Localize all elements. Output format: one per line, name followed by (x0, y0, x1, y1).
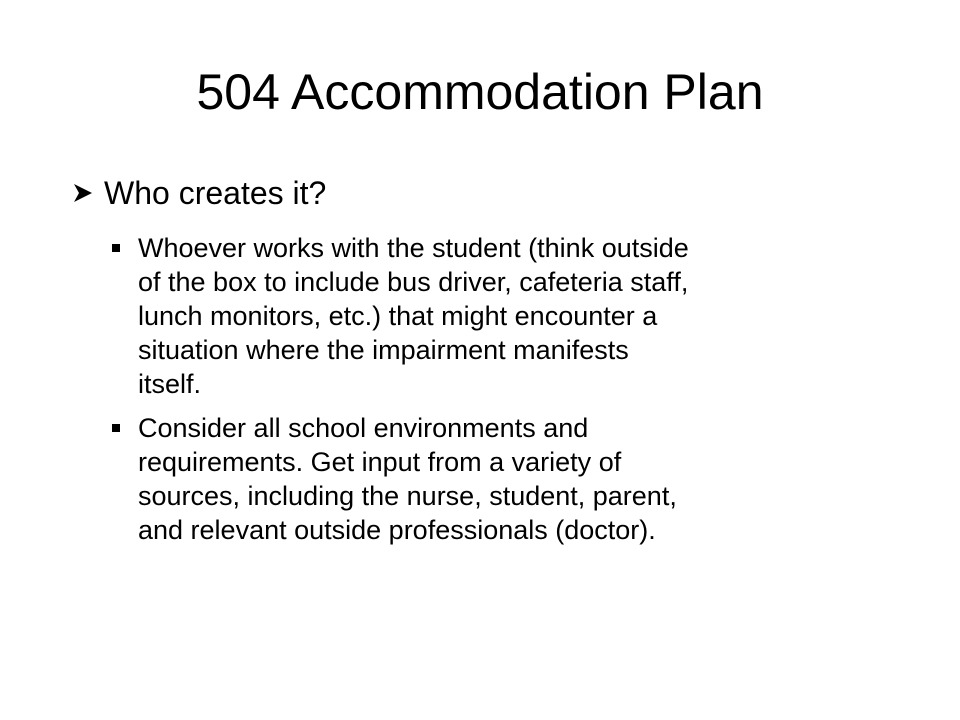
sub-bullet-item (108, 411, 908, 547)
square-bullet-icon (108, 231, 138, 265)
level1-bullet (72, 173, 912, 213)
level1-bullet-text: Who creates it? (104, 175, 327, 211)
square-bullet-icon (108, 411, 138, 445)
arrowhead-bullet-icon (72, 173, 102, 213)
sub-bullet-text: Whoever works with the student (think outside of the box to include bus driver, cafeteria staff, lunch monitors, etc.) that might encounter a situation where the impairment manifests itself. (138, 233, 689, 399)
arrowhead-bullet-icon-svg (72, 182, 94, 204)
sub-bullet-item (108, 231, 908, 401)
slide-title: 504 Accommodation Plan (196, 64, 764, 120)
sub-bullet-list (108, 231, 908, 557)
sub-bullet-text: Consider all school environments and requirements. Get input from a variety of sources, including the nurse, student, parent, and relevant outside professionals (doctor). (138, 413, 677, 545)
